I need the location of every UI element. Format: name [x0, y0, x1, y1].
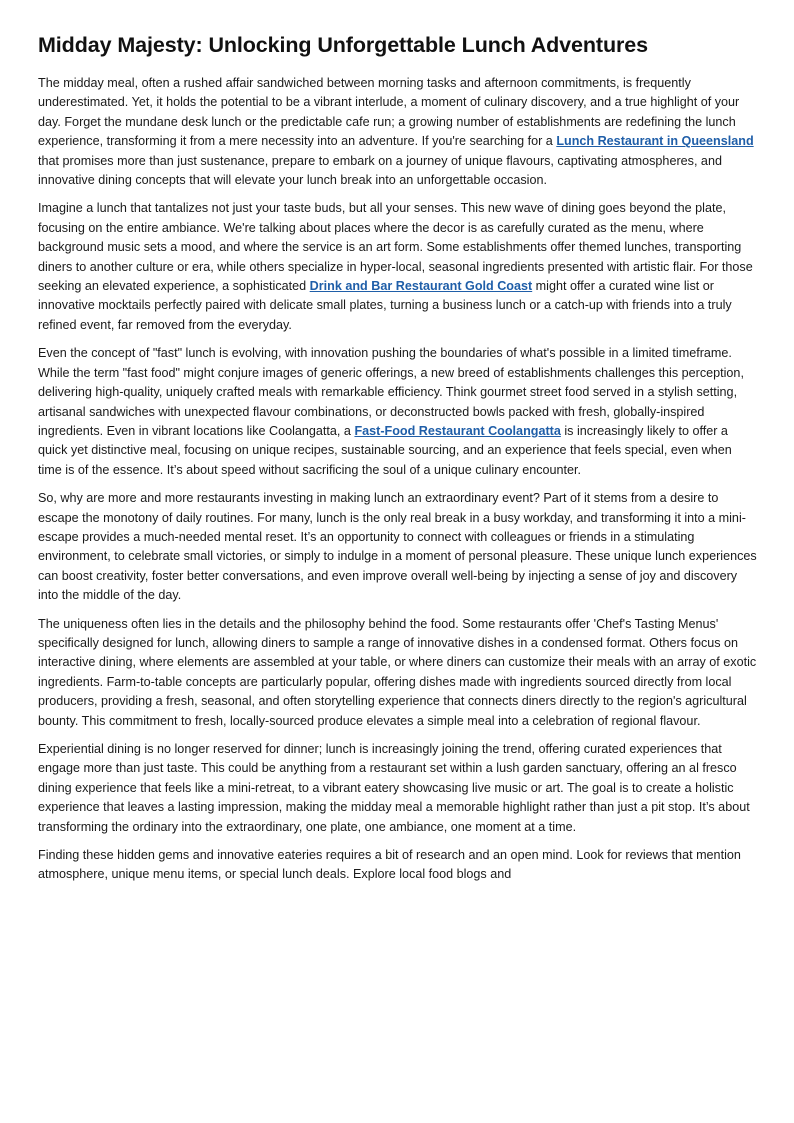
- paragraph-6: [38, 740, 758, 837]
- paragraph-text: that promises more than just sustenance, prepare to embark on a journey of unique flavours, captivating atmospheres, and innovative dining concepts that will elevate your lunch break into an unforgettable occasion.: [38, 153, 722, 188]
- link-lunch-restaurant-queensland[interactable]: Lunch Restaurant in Queensland: [556, 134, 754, 149]
- paragraph-text: Experiential dining is no longer reserved for dinner; lunch is increasingly joining the trend, offering curated experiences that engage more than just taste. This could be anything from a restaurant set within a lush garden sanctuary, offering an al fresco dining experience that feels like a mini-retreat, to a vibrant eatery showcasing live music or art. The goal is to create a holistic experience that leaves a lasting impression, making the midday meal a memorable highlight rather than just a pit stop. It’s about transforming the ordinary into the extraordinary, one plate, one ambiance, one moment at a time.: [38, 742, 750, 834]
- paragraph-text: Imagine a lunch that tantalizes not just your taste buds, but all your senses. This new wave of dining goes beyond the plate, focusing on the entire ambiance. We're talking about places where the decor is as carefully curated as the menu, where background music sets a mood, and where the service is an art form. Some establishments offer themed lunches, transporting diners to another culture or era, while others specialize in hyper-local, seasonal ingredients presented with artistic flair. For those seeking an elevated experience, a sophisticated: [38, 201, 753, 294]
- paragraph-text: So, why are more and more restaurants investing in making lunch an extraordinary event? Part of it stems from a desire to escape the monotony of daily routines. For many, lunch is the only real break in a busy workday, and transforming it into a mini-escape provides a much-needed mental reset. It’s an opportunity to connect with colleagues or friends in a stimulating environment, to celebrate small victories, or simply to indulge in a moment of personal pleasure. These unique lunch experiences can boost creativity, foster better conversations, and even improve overall well-being by injecting a sense of joy and discovery into the middle of the day.: [38, 491, 757, 603]
- paragraph-text: The uniqueness often lies in the details and the philosophy behind the food. Some restaurants offer 'Chef's Tasting Menus' specifically designed for lunch, allowing diners to sample a range of innovative dishes in a condensed format. Others focus on interactive dining, where elements are assembled at your table, or where diners can customize their meals with an array of exotic ingredients. Farm-to-table concepts are particularly popular, offering dishes made with ingredients sourced directly from local producers, providing a fresh, seasonal, and often storytelling experience that connects diners directly to the region's agricultural bounty. This commitment to fresh, locally-sourced produce elevates a simple meal into a celebration of regional flavour.: [38, 616, 757, 728]
- paragraph-4: [38, 489, 758, 605]
- paragraph-text: Even the concept of "fast" lunch is evolving, with innovation pushing the boundaries of what's possible in a limited timeframe. While the term "fast food" might conjure images of generic offerings, a new breed of establishments challenges this perception, delivering high-quality, uniquely crafted meals with remarkable efficiency. Think gourmet street food served in a stylish setting, artisanal sandwiches with unexpected flavour combinations, or deconstructed bowls packed with fresh, globally-inspired ingredients. Even in vibrant locations like Coolangatta, a: [38, 346, 744, 438]
- link-fast-food-restaurant-coolangatta[interactable]: Fast-Food Restaurant Coolangatta: [354, 423, 561, 438]
- page-title: Midday Majesty: Unlocking Unforgettable Lunch Adventures: [38, 33, 649, 57]
- paragraph-3: [38, 344, 758, 480]
- paragraph-7: [38, 846, 758, 885]
- document-page: [38, 30, 758, 894]
- paragraph-text: Finding these hidden gems and innovative eateries requires a bit of research and an open mind. Look for reviews that mention atmosphere, unique menu items, or special lunch deals. Explore local food blogs and: [38, 848, 741, 882]
- link-drink-bar-restaurant-gold-coast[interactable]: Drink and Bar Restaurant Gold Coast: [309, 279, 533, 294]
- paragraph-2: [38, 199, 758, 335]
- paragraph-text: might offer a curated wine list or innovative mocktails perfectly paired with delicate small plates, turning a business lunch or a catch-up with friends into a truly refined event, far removed from the everyday.: [38, 279, 732, 332]
- paragraph-text: is increasingly likely to offer a quick yet distinctive meal, focusing on unique recipes, sustainable sourcing, and an experience that feels special, even when time is of the essence. It’s about speed without sacrificing the soul of a unique culinary encounter.: [38, 423, 732, 477]
- paragraph-text: The midday meal, often a rushed affair sandwiched between morning tasks and afternoon commitments, is frequently underestimated. Yet, it holds the potential to be a vibrant interlude, a moment of culinary discovery, and a true highlight of your day. Forget the mundane desk lunch or the predictable cafe run; a growing number of establishments are redefining the lunch experience, transforming it from a mere necessity into an adventure. If you're searching for a: [38, 76, 740, 149]
- paragraph-1: [38, 74, 758, 190]
- paragraph-5: [38, 615, 758, 731]
